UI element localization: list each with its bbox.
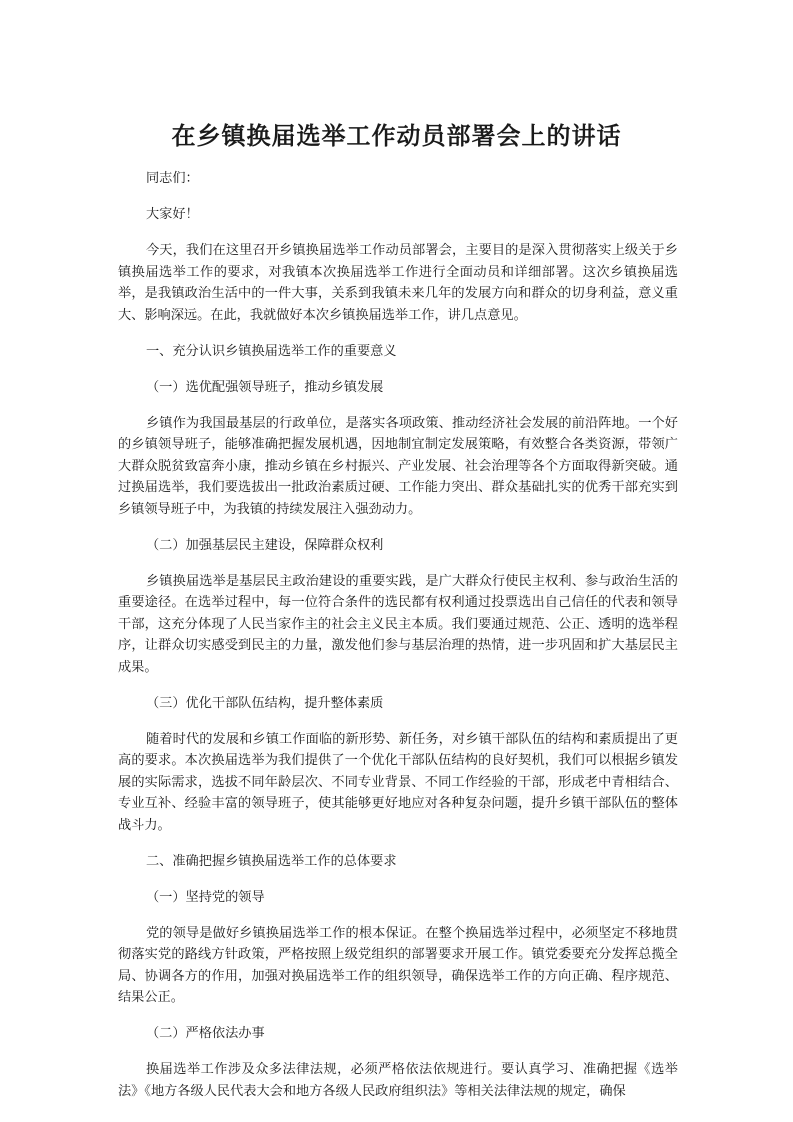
document-body [118, 168, 678, 1117]
paragraph-2-2: 换届选举工作涉及众多法律法规，必须严格依法依规进行。要认真学习、准确把握《选举法》《地方各级人民代表大会和地方各级人民政府组织法》等相关法律法规的规定，确保 [118, 1062, 678, 1099]
section-heading-2: 二、准确把握乡镇换届选举工作的总体要求 [146, 853, 397, 869]
salutation: 同志们： [146, 171, 199, 186]
subsection-heading-1-3: （三）优化干部队伍结构，提升整体素质 [146, 695, 384, 711]
paragraph-1-3: 随着时代的发展和乡镇工作面临的新形势、新任务，对乡镇干部队伍的结构和素质提出了更高的要求。本次换届选举为我们提供了一个优化干部队伍结构的良好契机，我们可以根据乡镇发展的实际需求，选拔不同年龄层次、不同专业背景、不同工作经验的干部，形成老中青相结合、专业互补、经验丰富的领导班子，使其能够更好地应对各种复杂问题，提升乡镇干部队伍的整体战斗力。 [118, 731, 678, 833]
greeting: 大家好！ [146, 207, 199, 222]
subsection-heading-2-1: （一）坚持党的领导 [146, 889, 265, 905]
subsection-heading-1-1: （一）选优配强领导班子，推动乡镇发展 [146, 379, 384, 395]
paragraph-1-2: 乡镇换届选举是基层民主政治建设的重要实践，是广大群众行使民主权利、参与政治生活的重要途径。在选举过程中，每一位符合条件的选民都有权利通过投票选出自己信任的代表和领导干部，这充分体现了人民当家作主的社会主义民主本质。我们要通过规范、公正、透明的选举程序，让群众切实感受到民主的力量，激发他们参与基层治理的热情，进一步巩固和扩大基层民主成果。 [118, 573, 678, 675]
document-title: 在乡镇换届选举工作动员部署会上的讲话 [171, 121, 622, 150]
section-heading-1: 一、充分认识乡镇换届选举工作的重要意义 [146, 343, 397, 359]
intro-paragraph: 今天，我们在这里召开乡镇换届选举工作动员部署会，主要目的是深入贯彻落实上级关于乡镇换届选举工作的要求，对我镇本次换届选举工作进行全面动员和详细部署。这次乡镇换届选举，是我镇政治生活中的一件大事，关系到我镇未来几年的发展方向和群众的切身利益，意义重大、影响深远。在此，我就做好本次乡镇换届选举工作，讲几点意见。 [118, 243, 678, 323]
paragraph-1-1: 乡镇作为我国最基层的行政单位，是落实各项政策、推动经济社会发展的前沿阵地。一个好的乡镇领导班子，能够准确把握发展机遇，因地制宜制定发展策略，有效整合各类资源，带领广大群众脱贫致富奔小康，推动乡镇在乡村振兴、产业发展、社会治理等各个方面取得新突破。通过换届选举，我们要选拔出一批政治素质过硬、工作能力突出、群众基础扎实的优秀干部充实到乡镇领导班子中，为我镇的持续发展注入强劲动力。 [118, 415, 678, 517]
subsection-heading-2-2: （二）严格依法办事 [146, 1026, 265, 1041]
paragraph-2-1: 党的领导是做好乡镇换届选举工作的根本保证。在整个换届选举过程中，必须坚定不移地贯彻落实党的路线方针政策，严格按照上级党组织的部署要求开展工作。镇党委要充分发挥总揽全局、协调各方的作用，加强对换届选举工作的组织领导，确保选举工作的方向正确、程序规范、结果公正。 [118, 925, 678, 1005]
subsection-heading-1-2: （二）加强基层民主建设，保障群众权利 [146, 537, 384, 553]
